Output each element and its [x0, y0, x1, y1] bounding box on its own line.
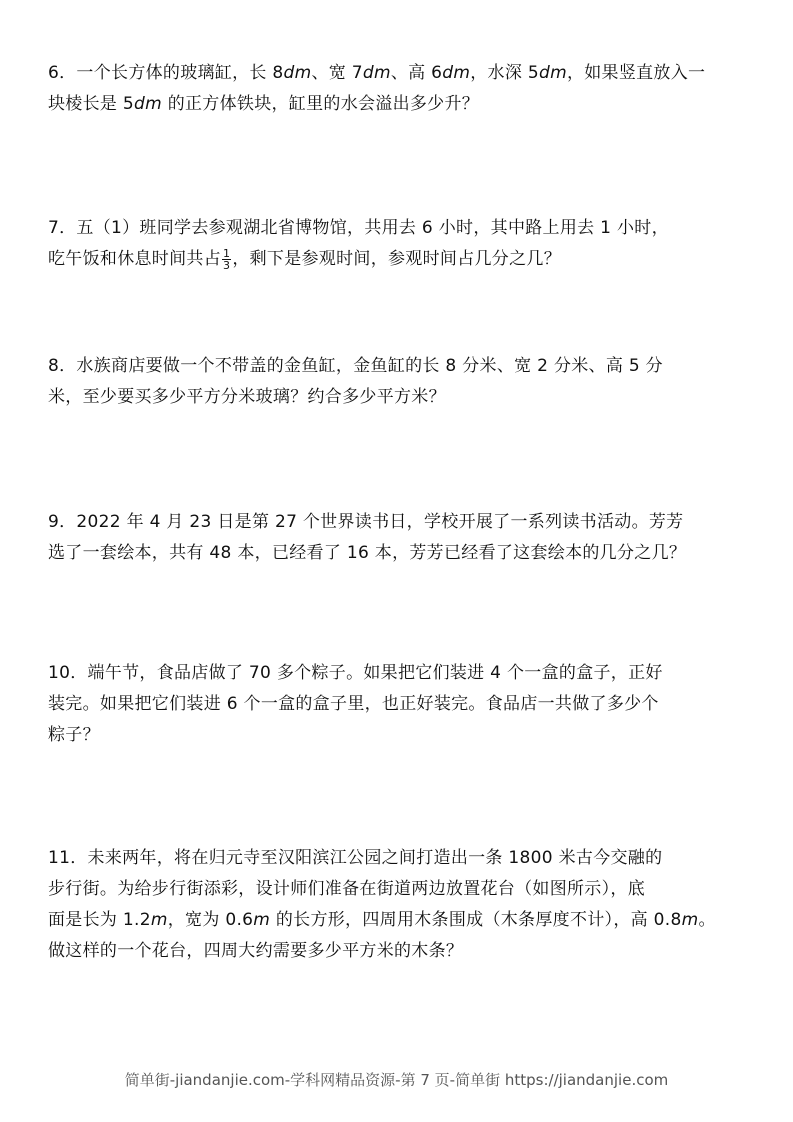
- unit-dm: dm: [362, 63, 391, 83]
- text-segment: 、宽 7: [311, 63, 363, 83]
- problem-7: [48, 213, 748, 275]
- fraction-one-third: [222, 248, 231, 271]
- problem-7-line-2: [48, 244, 748, 275]
- text-segment: 吃午饭和休息时间共占: [48, 249, 221, 269]
- unit-dm: dm: [442, 63, 471, 83]
- text-segment: 面是长为 1.2: [48, 910, 151, 930]
- text-segment: ，宽为 0.6: [167, 910, 254, 930]
- unit-dm: dm: [538, 63, 567, 83]
- problem-9: [48, 507, 748, 569]
- problem-11-line-2: 步行街。为给步行街添彩，设计师们准备在街道两边放置花台（如图所示），底: [48, 879, 645, 899]
- problem-9-line-2: 选了一套绘本，共有 48 本，已经看了 16 本，芳芳已经看了这套绘本的几分之几？: [48, 543, 687, 563]
- problem-10: [48, 658, 748, 751]
- problem-8-line-1: 8．水族商店要做一个不带盖的金鱼缸，金鱼缸的长 8 分米、宽 2 分米、高 5 分: [48, 356, 663, 376]
- fraction-numerator: 1: [223, 246, 231, 260]
- problem-6-line-1: [48, 58, 748, 89]
- unit-m: m: [253, 910, 271, 930]
- fraction-denominator: 3: [223, 258, 231, 272]
- problem-10-line-2: 装完。如果把它们装进 6 个一盒的盒子里，也正好装完。食品店一共做了多少个: [48, 694, 659, 714]
- text-segment: 、高 6: [390, 63, 443, 83]
- page-footer: 简单街-jiandanjie.com-学科网精品资源-第 7 页-简单街 https://jiandanjie.com: [124, 1071, 669, 1089]
- unit-dm: dm: [134, 94, 162, 114]
- text-segment: ，如果竖直放入一: [566, 63, 706, 83]
- problem-7-line-1: 7．五（1）班同学去参观湖北省博物馆，共用去 6 小时，其中路上用去 1 小时，: [48, 218, 669, 238]
- unit-dm: dm: [283, 63, 312, 83]
- problem-11: [48, 843, 748, 967]
- problem-8-line-2: 米，至少要买多少平方分米玻璃？约合多少平方米？: [48, 387, 446, 407]
- problem-9-line-1: 9．2022 年 4 月 23 日是第 27 个世界读书日，学校开展了一系列读书活动。芳芳: [48, 512, 684, 532]
- problem-11-line-1: 11．未来两年，将在归元寺至汉阳滨江公园之间打造出一条 1800 米古今交融的: [48, 848, 663, 868]
- problem-11-line-3: [48, 905, 748, 936]
- text-segment: 块棱长是 5: [48, 94, 135, 114]
- problem-10-line-1: 10．端午节，食品店做了 70 多个粽子。如果把它们装进 4 个一盒的盒子，正好: [48, 663, 663, 683]
- text-segment: 6．一个长方体的玻璃缸，长 8: [48, 63, 284, 83]
- text-segment: 的正方体铁块，缸里的水会溢出多少升？: [161, 94, 480, 114]
- text-segment: ，水深 5: [470, 63, 539, 83]
- unit-m: m: [681, 910, 699, 930]
- problem-6-line-2: [48, 89, 748, 120]
- text-segment: ，剩下是参观时间，参观时间占几分之几？: [232, 249, 562, 269]
- text-segment: 的长方形，四周用木条围成（木条厚度不计），高 0.8: [270, 910, 682, 930]
- problem-10-line-3: 粽子？: [48, 725, 100, 745]
- unit-m: m: [150, 910, 168, 930]
- problem-8: [48, 351, 748, 413]
- problem-6: [48, 58, 748, 120]
- text-segment: 。: [698, 910, 716, 930]
- problem-11-line-4: 做这样的一个花台，四周大约需要多少平方米的木条？: [48, 941, 464, 961]
